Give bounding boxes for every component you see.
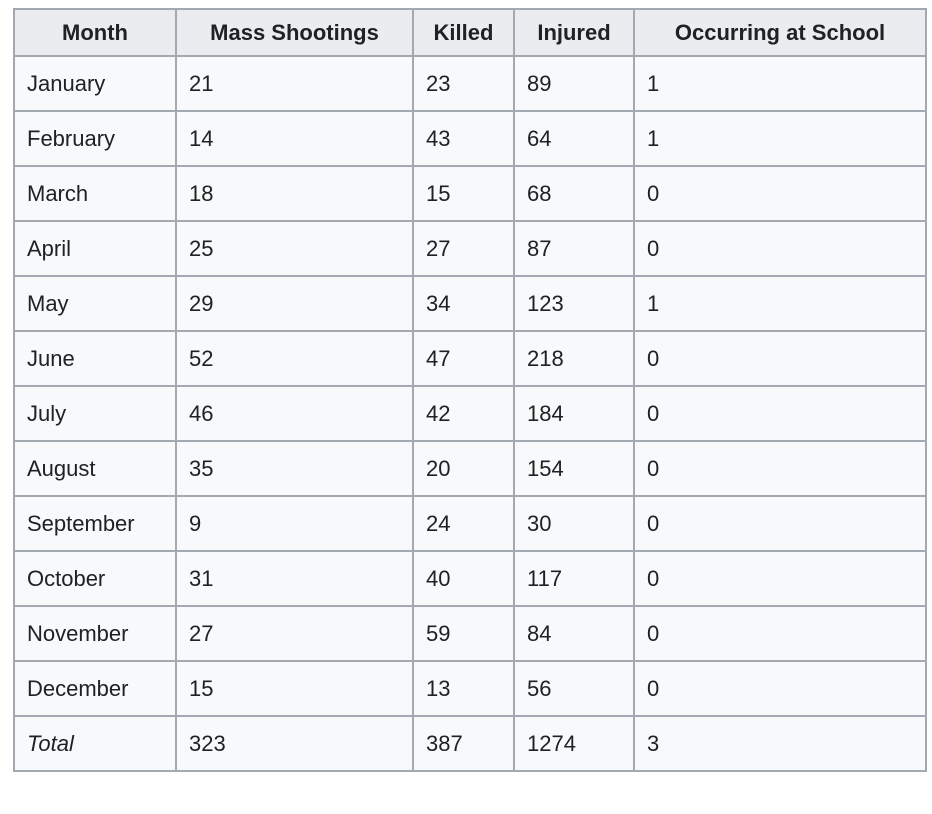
- cell-month: August: [14, 441, 176, 496]
- cell-killed: 43: [413, 111, 514, 166]
- table-row-february: [14, 111, 926, 166]
- cell-occurring-at-school: 1: [634, 276, 926, 331]
- table-row-june: [14, 331, 926, 386]
- cell-killed: 24: [413, 496, 514, 551]
- cell-mass-shootings: 29: [176, 276, 413, 331]
- header-row: [14, 9, 926, 56]
- cell-occurring-at-school: 0: [634, 551, 926, 606]
- cell-killed: 15: [413, 166, 514, 221]
- cell-total-label: Total: [14, 716, 176, 771]
- column-header-injured: Injured: [514, 9, 634, 56]
- cell-killed: 34: [413, 276, 514, 331]
- cell-mass-shootings: 21: [176, 56, 413, 111]
- cell-injured: 184: [514, 386, 634, 441]
- cell-month: September: [14, 496, 176, 551]
- cell-injured: 64: [514, 111, 634, 166]
- cell-occurring-at-school: 0: [634, 221, 926, 276]
- cell-month: November: [14, 606, 176, 661]
- cell-month: June: [14, 331, 176, 386]
- cell-injured: 84: [514, 606, 634, 661]
- cell-killed: 27: [413, 221, 514, 276]
- cell-injured: 89: [514, 56, 634, 111]
- cell-occurring-at-school: 0: [634, 661, 926, 716]
- cell-mass-shootings: 18: [176, 166, 413, 221]
- cell-injured: 30: [514, 496, 634, 551]
- cell-injured: 154: [514, 441, 634, 496]
- cell-killed: 47: [413, 331, 514, 386]
- column-header-month: Month: [14, 9, 176, 56]
- cell-killed: 42: [413, 386, 514, 441]
- cell-occurring-at-school: 0: [634, 386, 926, 441]
- cell-mass-shootings: 35: [176, 441, 413, 496]
- cell-total-occurring-at-school: 3: [634, 716, 926, 771]
- cell-mass-shootings: 15: [176, 661, 413, 716]
- cell-mass-shootings: 9: [176, 496, 413, 551]
- cell-occurring-at-school: 0: [634, 166, 926, 221]
- cell-killed: 13: [413, 661, 514, 716]
- table-row-december: [14, 661, 926, 716]
- cell-injured: 87: [514, 221, 634, 276]
- cell-occurring-at-school: 1: [634, 56, 926, 111]
- cell-mass-shootings: 46: [176, 386, 413, 441]
- cell-mass-shootings: 52: [176, 331, 413, 386]
- cell-injured: 68: [514, 166, 634, 221]
- cell-total-injured: 1274: [514, 716, 634, 771]
- cell-month: October: [14, 551, 176, 606]
- cell-killed: 59: [413, 606, 514, 661]
- mass-shootings-by-month-table: [13, 8, 927, 772]
- cell-mass-shootings: 31: [176, 551, 413, 606]
- cell-killed: 40: [413, 551, 514, 606]
- cell-injured: 123: [514, 276, 634, 331]
- cell-month: March: [14, 166, 176, 221]
- table-row-march: [14, 166, 926, 221]
- cell-month: December: [14, 661, 176, 716]
- cell-mass-shootings: 25: [176, 221, 413, 276]
- cell-injured: 56: [514, 661, 634, 716]
- table-row-august: [14, 441, 926, 496]
- table-row-january: [14, 56, 926, 111]
- column-header-occurring-at-school: Occurring at School: [634, 9, 926, 56]
- cell-occurring-at-school: 0: [634, 606, 926, 661]
- column-header-mass-shootings: Mass Shootings: [176, 9, 413, 56]
- table-row-july: [14, 386, 926, 441]
- table-row-november: [14, 606, 926, 661]
- cell-occurring-at-school: 0: [634, 331, 926, 386]
- cell-month: February: [14, 111, 176, 166]
- table-row-september: [14, 496, 926, 551]
- cell-killed: 20: [413, 441, 514, 496]
- cell-injured: 117: [514, 551, 634, 606]
- cell-occurring-at-school: 1: [634, 111, 926, 166]
- cell-total-killed: 387: [413, 716, 514, 771]
- table-row-may: [14, 276, 926, 331]
- cell-month: July: [14, 386, 176, 441]
- cell-mass-shootings: 27: [176, 606, 413, 661]
- cell-mass-shootings: 14: [176, 111, 413, 166]
- cell-occurring-at-school: 0: [634, 441, 926, 496]
- cell-occurring-at-school: 0: [634, 496, 926, 551]
- cell-total-mass-shootings: 323: [176, 716, 413, 771]
- cell-injured: 218: [514, 331, 634, 386]
- table-row-october: [14, 551, 926, 606]
- cell-month: January: [14, 56, 176, 111]
- table-row-total: [14, 716, 926, 771]
- column-header-killed: Killed: [413, 9, 514, 56]
- table-row-april: [14, 221, 926, 276]
- cell-killed: 23: [413, 56, 514, 111]
- cell-month: April: [14, 221, 176, 276]
- cell-month: May: [14, 276, 176, 331]
